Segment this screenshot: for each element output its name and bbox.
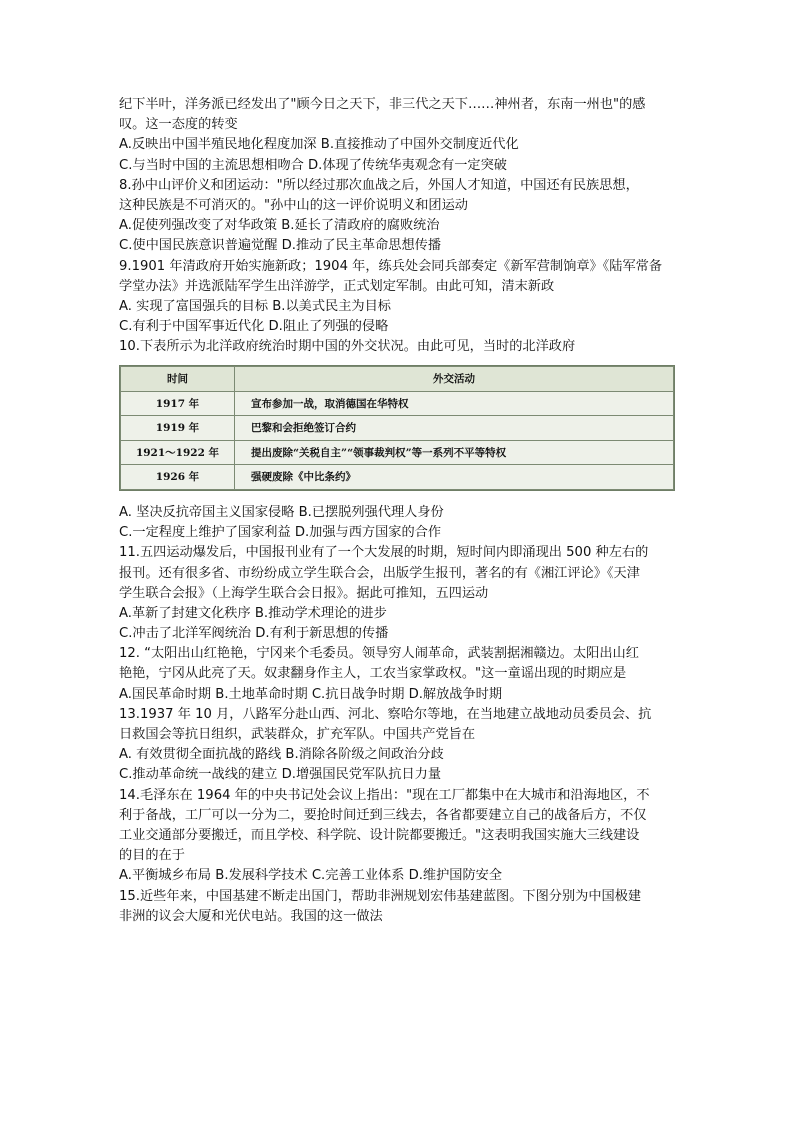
diplomacy-table-container <box>119 365 675 491</box>
text-line: C.有利于中国军事近代化 D.阻止了列强的侵略 <box>119 319 389 335</box>
text-line: 学堂办法》并选派陆军学生出洋游学，正式划定军制。由此可知，清末新政 <box>119 278 555 294</box>
text-line: 日救国会等抗日组织，武装群众，扩充军队。中国共产党旨在 <box>119 727 476 742</box>
text-line: 11.五四运动爆发后，中国报刊业有了一个大发展的时期，短时间内即涌现出 500 种左右的 <box>119 545 649 561</box>
text-line: A. 坚决反抗帝国主义国家侵略 B.已摆脱列强代理人身份 <box>119 504 444 520</box>
text-line: C.一定程度上维护了国家利益 D.加强与西方国家的合作 <box>119 525 442 541</box>
table-header-row <box>121 367 674 392</box>
row-activity: 强硬废除《中比条约》 <box>235 465 674 490</box>
text-line: 15.近些年来，中国基建不断走出国门，帮助非洲规划宏伟基建蓝图。下图分别为中国极建 <box>119 888 642 904</box>
table-row <box>121 416 674 441</box>
text-before-table <box>119 95 675 357</box>
text-line: 13.1937 年 10 月，八路军分赴山西、河北、察哈尔等地，在当地建立战地动员委员会、抗 <box>119 706 652 722</box>
text-line: 工业交通部分要搬迁，而且学校、科学院、设计院都要搬迁。"这表明我国实施大三线建设 <box>119 827 640 843</box>
text-line: C.与当时中国的主流思想相吻合 D.体现了传统华夷观念有一定突破 <box>119 157 507 173</box>
row-time: 1919 年 <box>121 416 235 441</box>
text-line: 利于备战，工厂可以一分为二，要抢时间迁到三线去，各省都要建立自己的战备后方，不仅 <box>119 807 647 823</box>
header-time: 时间 <box>121 367 235 392</box>
text-line: 报刊。还有很多省、市纷纷成立学生联合会，出版学生报刊，著名的有《湘江评论》《天津 <box>119 565 640 581</box>
text-line: A.革新了封建文化秩序 B.推动学术理论的进步 <box>119 605 387 621</box>
text-line: 12. “太阳出山红艳艳，宁冈来个毛委员。领导穷人闹革命，武装割据湘赣边。太阳出山红 <box>119 646 639 662</box>
text-line: 9.1901 年清政府开始实施新政；1904 年，练兵处会同兵部奏定《新军营制饷章》《陆军常备 <box>119 258 663 274</box>
text-line: 纪下半叶，洋务派已经发出了"顾今日之天下，非三代之天下……神州者，东南一州也"的感 <box>119 97 646 112</box>
table-row <box>121 440 674 465</box>
text-line: 10.下表所示为北洋政府统治时期中国的外交状况。由此可见，当时的北洋政府 <box>119 339 576 355</box>
text-line: C.冲击了北洋军阀统治 D.有利于新思想的传播 <box>119 626 389 642</box>
text-line: A.反映出中国半殖民地化程度加深 B.直接推动了中国外交制度近代化 <box>119 137 519 153</box>
table-row <box>121 465 674 490</box>
text-line: 艳艳，宁冈从此亮了天。奴隶翻身作主人，工农当家掌政权。"这一童谣出现的时期应是 <box>119 666 627 682</box>
text-line: A.国民革命时期 B.土地革命时期 C.抗日战争时期 D.解放战争时期 <box>119 686 503 702</box>
row-time: 1921～1922 年 <box>121 440 235 465</box>
text-line: 8.孙中山评价义和团运动："所以经过那次血战之后，外国人才知道，中国还有民族思想， <box>119 177 639 193</box>
text-line: 学生联合会报》（上海学生联合会日报》。据此可推知，五四运动 <box>119 585 489 601</box>
question-text <box>119 95 675 927</box>
text-line: 14.毛泽东在 1964 年的中央书记处会议上指出："现在工厂都集中在大城市和沿海地区，不 <box>119 787 650 803</box>
text-line: C.推动革命统一战线的建立 D.增强国民党军队抗日力量 <box>119 767 442 783</box>
table-row <box>121 391 674 416</box>
row-activity: 提出废除“关税自主”“领事裁判权”等一系列不平等特权 <box>235 440 674 465</box>
text-line: A.促使列强改变了对华政策 B.延长了清政府的腐败统治 <box>119 218 440 234</box>
row-activity: 巴黎和会拒绝签订合约 <box>235 416 674 441</box>
diplomacy-table <box>120 366 674 490</box>
header-activity: 外交活动 <box>235 367 674 392</box>
text-line: 这种民族是不可消灭的。"孙中山的这一评价说明义和团运动 <box>119 197 468 213</box>
row-time: 1917 年 <box>121 391 235 416</box>
text-line: C.使中国民族意识普遍觉醒 D.推动了民主革命思想传播 <box>119 238 442 254</box>
row-time: 1926 年 <box>121 465 235 490</box>
text-line: 的目的在于 <box>119 848 185 864</box>
text-after-table <box>119 503 675 927</box>
text-line: A. 有效贯彻全面抗战的路线 B.消除各阶级之间政治分歧 <box>119 747 444 763</box>
text-line: 叹。这一态度的转变 <box>119 117 238 133</box>
text-line: 非洲的议会大厦和光伏电站。我国的这一做法 <box>119 908 383 924</box>
text-line: A.平衡城乡布局 B.发展科学技术 C.完善工业体系 D.维护国防安全 <box>119 868 503 884</box>
row-activity: 宣布参加一战，取消德国在华特权 <box>235 391 674 416</box>
text-line: A. 实现了富国强兵的目标 B.以美式民主为目标 <box>119 298 391 314</box>
